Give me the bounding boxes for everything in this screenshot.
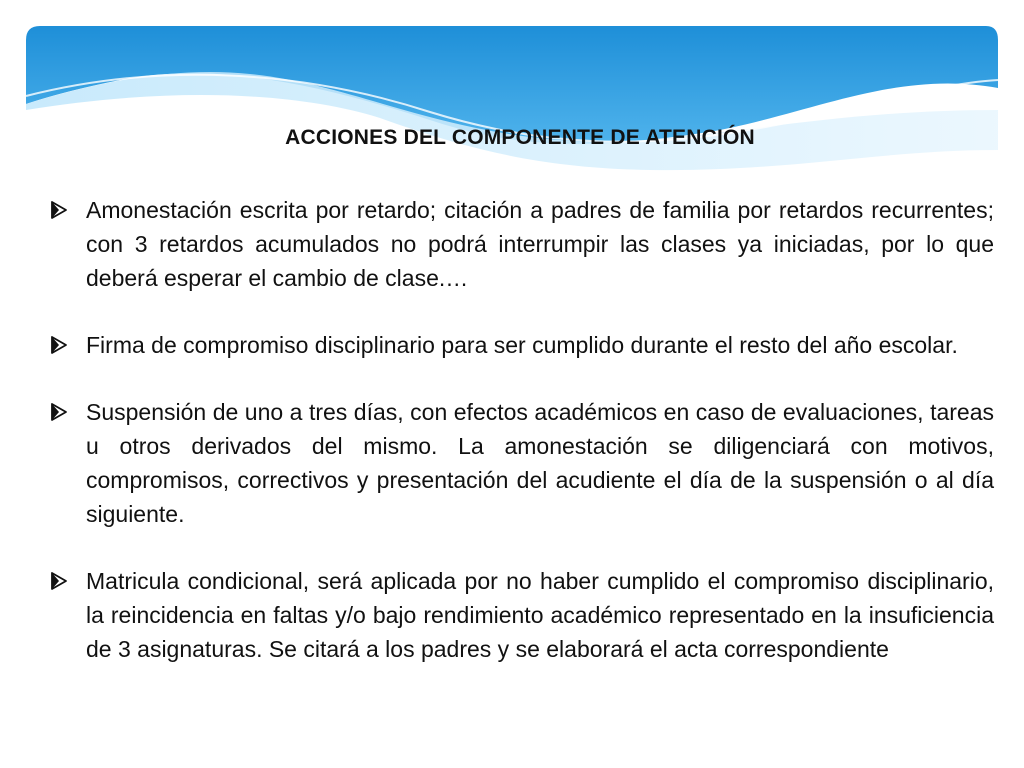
bullet-text: Matricula condicional, será aplicada por no haber cumplido el compromiso disciplinario, la reincidencia en faltas y/o bajo rendimiento académico representado en la insuficiencia de 3 asignaturas. Se citará a los padres y se elaborará el acta correspondiente — [86, 568, 994, 662]
header-wave-banner — [0, 0, 1024, 190]
arrow-right-bullet-icon — [48, 564, 72, 598]
list-item — [48, 564, 994, 666]
list-item — [48, 328, 994, 362]
arrow-right-bullet-icon — [48, 395, 72, 429]
bullet-list — [48, 193, 994, 699]
slide-title: ACCIONES DEL COMPONENTE DE ATENCIÓN — [285, 126, 755, 149]
arrow-right-bullet-icon — [48, 328, 72, 362]
arrow-right-bullet-icon — [48, 193, 72, 227]
list-item — [48, 193, 994, 295]
bullet-text: Suspensión de uno a tres días, con efectos académicos en caso de evaluaciones, tareas u otros derivados del mismo. La amonestación se diligenciará con motivos, compromisos, correctivos y presentación del acudiente el día de la suspensión o al día siguiente. — [86, 399, 994, 527]
list-item — [48, 395, 994, 531]
bullet-text: Firma de compromiso disciplinario para ser cumplido durante el resto del año escolar. — [86, 332, 958, 358]
bullet-text: Amonestación escrita por retardo; citación a padres de familia por retardos recurrentes; con 3 retardos acumulados no podrá interrumpir las clases ya iniciadas, por lo que deberá esperar el cambio de clase.… — [86, 197, 994, 291]
